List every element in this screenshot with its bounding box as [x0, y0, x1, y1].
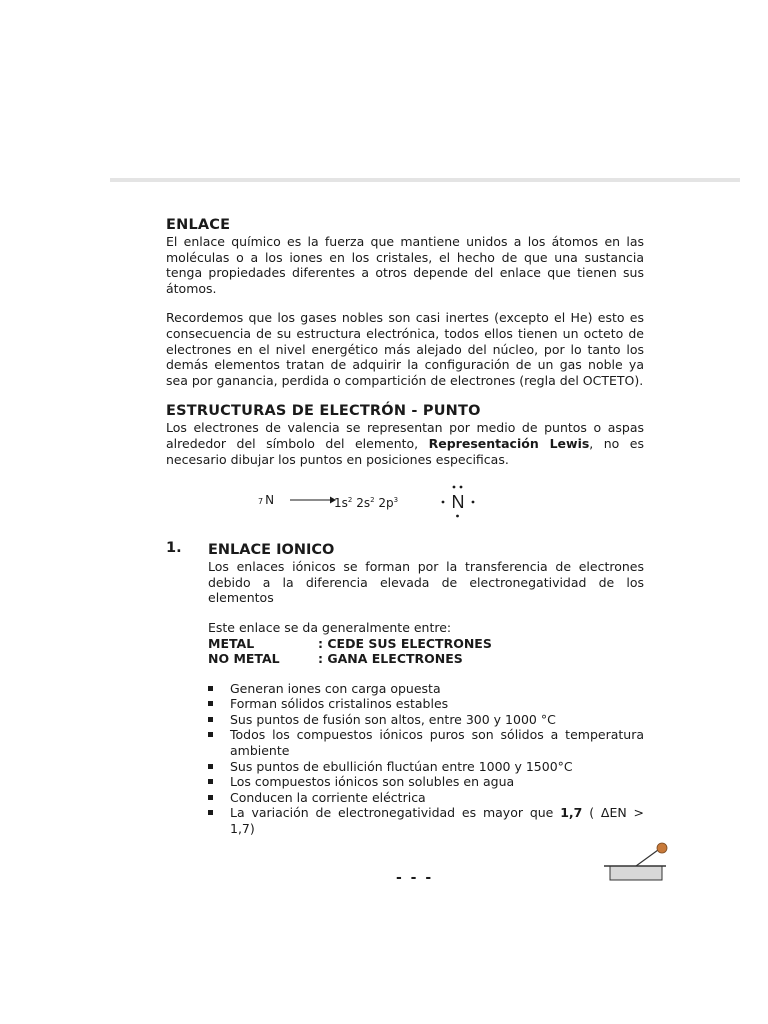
- electron-dot: [453, 486, 456, 489]
- list-item: Forman sólidos cristalinos estables: [208, 696, 644, 712]
- list-item: Sus puntos de ebullición fluctúan entre 1000 y 1500°C: [208, 759, 644, 775]
- list-item: Generan iones con carga opuesta: [208, 681, 644, 697]
- section-enlace-ionico: [166, 541, 644, 837]
- top-divider: [110, 178, 740, 182]
- square-bullet-icon: [208, 732, 213, 737]
- element-symbol: 7 N: [258, 493, 275, 508]
- electron-dot: [456, 515, 459, 518]
- electron-dot: [460, 486, 463, 489]
- heading-enlace-ionico: ENLACE IONICO: [208, 542, 335, 559]
- square-bullet-icon: [208, 810, 213, 815]
- paragraph-ionic-intro: Este enlace se da generalmente entre:: [208, 619, 452, 635]
- section-number: 1.: [166, 540, 182, 557]
- electron-configuration: $1s^2$ $2s^2$ $2p^3$: [334, 496, 399, 511]
- paragraph-gases-nobles: Recordemos que los gases nobles son casi inertes (excepto el He) esto es consecuencia de su estructura electrónica, todos ellos tienen un octeto de electrones en el nivel energético más alejado del núcleo, por lo tanto los demás elementos tratan de adquirir la configuración de un gas noble ya sea por ganancia, perdida o compartición de electrones (regla del OCTETO).: [166, 310, 644, 388]
- arrow-right-icon: [290, 495, 336, 505]
- list-item: Conducen la corriente eléctrica: [208, 790, 644, 806]
- list-item: La variación de electronegatividad es mayor que 1,7 ( ΔEN > 1,7): [208, 805, 644, 836]
- paragraph-ionic-definition: Los enlaces iónicos se forman por la transferencia de electrones debido a la diferencia elevada de electronegatividad de los elementos: [208, 559, 644, 606]
- paragraph-enlace-definition: El enlace químico es la fuerza que mantiene unidos a los átomos en las moléculas o a los iones en los cristales, el hecho de que una sustancia tenga propiedades diferentes a otros depende del enlace que tienen sus átomos.: [166, 234, 644, 296]
- electron-dot: [472, 501, 475, 504]
- heading-enlace: ENLACE: [166, 217, 231, 233]
- lewis-symbol: N: [451, 492, 465, 513]
- nonmetal-row: NO METAL : GANA ELECTRONES: [208, 651, 463, 667]
- lewis-term: Representación Lewis: [428, 435, 590, 451]
- page-separator: - - -: [396, 870, 434, 886]
- list-item: Los compuestos iónicos son solubles en agua: [208, 774, 644, 790]
- square-bullet-icon: [208, 779, 213, 784]
- metal-row: METAL : CEDE SUS ELECTRONES: [208, 635, 492, 651]
- list-item: Todos los compuestos iónicos puros son sólidos a temperatura ambiente: [208, 727, 644, 758]
- heading-estructuras: ESTRUCTURAS DE ELECTRÓN - PUNTO: [166, 403, 481, 420]
- list-item: Sus puntos de fusión son altos, entre 300 y 1000 °C: [208, 712, 644, 728]
- nitrogen-configuration: [166, 483, 644, 523]
- square-bullet-icon: [208, 686, 213, 691]
- document-body: [166, 216, 644, 837]
- square-bullet-icon: [208, 701, 213, 706]
- ionic-properties-list: [208, 681, 644, 837]
- lewis-structure-nitrogen: [438, 483, 478, 519]
- lab-tray-clipart-icon: [600, 838, 672, 884]
- paragraph-lewis: Los electrones de valencia se representan por medio de puntos o aspas alrededor del símbolo del elemento, Representación Lewis, no es necesario dibujar los puntos en posiciones especificas.: [166, 420, 644, 467]
- square-bullet-icon: [208, 717, 213, 722]
- square-bullet-icon: [208, 795, 213, 800]
- electron-dot: [442, 501, 445, 504]
- square-bullet-icon: [208, 764, 213, 769]
